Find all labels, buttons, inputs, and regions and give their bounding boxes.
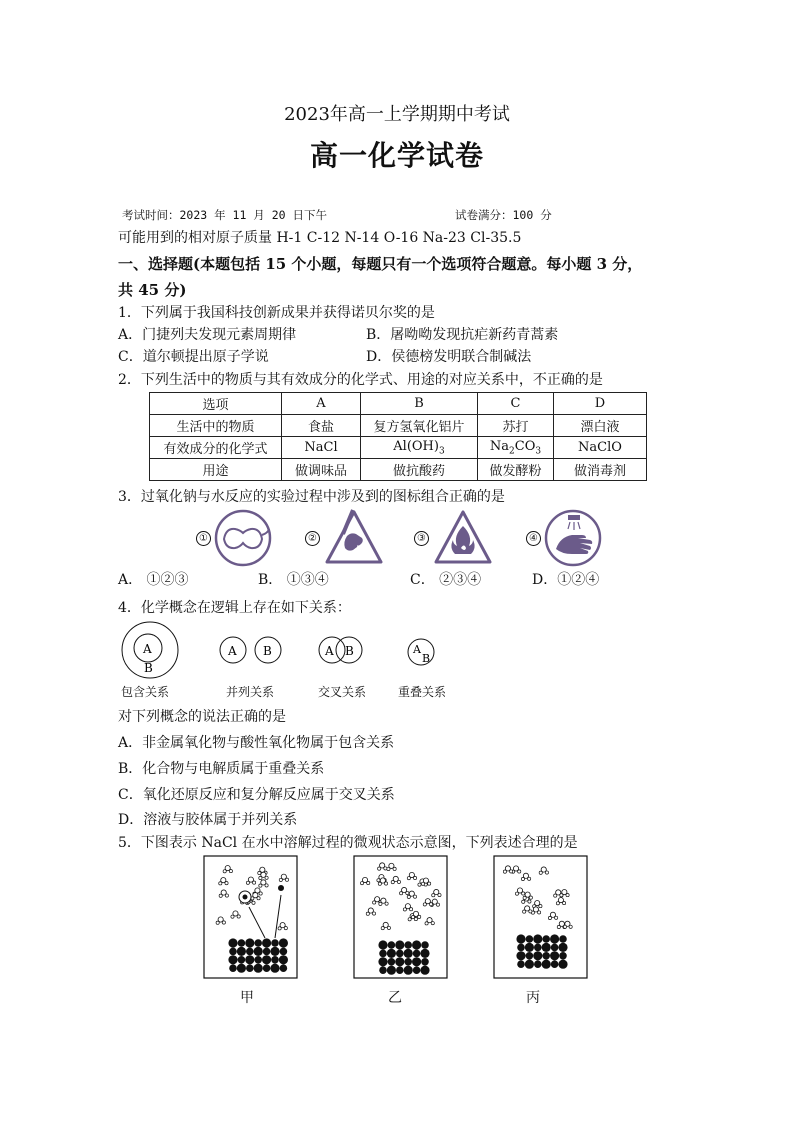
lattice-ion [245, 938, 254, 947]
water-hydrogen [259, 892, 262, 895]
water-hydrogen [403, 908, 406, 911]
lattice-ion [412, 957, 421, 966]
water-hydrogen [225, 894, 228, 897]
lattice-ion [254, 956, 262, 964]
water-hydrogen [421, 882, 424, 885]
water-hydrogen [373, 901, 376, 904]
lattice-ion [559, 952, 567, 960]
water-hydrogen [409, 908, 412, 911]
water-hydrogen [436, 903, 439, 906]
overlap-letter-a: A [413, 643, 421, 656]
water-hydrogen [366, 912, 369, 915]
water-hydrogen [237, 915, 240, 918]
goggles-icon [214, 509, 272, 567]
formula-c-part2: CO [514, 438, 536, 454]
water-hydrogen [378, 867, 381, 870]
q2-table [149, 392, 647, 481]
concept-relation-diagrams [115, 620, 475, 680]
water-hydrogen [529, 910, 532, 913]
table-cell: A [282, 393, 361, 415]
water-hydrogen [510, 870, 513, 873]
water-hydrogen [560, 894, 563, 897]
water-hydrogen [381, 927, 384, 930]
lattice-ion [404, 941, 412, 949]
water-hydrogen [378, 882, 381, 885]
lattice-ion [558, 960, 567, 969]
sharp-object-icon [323, 508, 385, 566]
water-hydrogen [556, 902, 559, 905]
lattice-ion [262, 955, 271, 964]
lattice-ion [246, 964, 254, 972]
hydrated-ion [278, 885, 284, 891]
lattice-ion [263, 948, 271, 956]
lattice-ion [228, 938, 237, 947]
water-hydrogen [246, 881, 249, 884]
water-hydrogen [522, 900, 525, 903]
water-hydrogen [425, 922, 428, 925]
lattice-ion [238, 956, 246, 964]
panel-bing-diagram [494, 856, 587, 978]
water-hydrogen [413, 876, 416, 879]
water-hydrogen [223, 870, 226, 873]
lattice-ion [387, 966, 396, 975]
paper-title: 高一化学试卷 [309, 139, 484, 172]
formula-b-sub: 3 [438, 446, 445, 457]
table-cell: D [554, 393, 647, 415]
table-row [150, 393, 647, 415]
label-parallel: 并列关系 [226, 685, 275, 699]
water-hydrogen [515, 892, 518, 895]
water-hydrogen [432, 894, 435, 897]
q3-icon-1 [196, 509, 276, 567]
lattice-ion [542, 943, 551, 952]
cross-letter-a: A [325, 644, 334, 658]
inclusion-letter-a: A [143, 642, 152, 656]
table-cell: 苏打 [478, 415, 554, 437]
icon-number: ① [196, 531, 211, 546]
arrow [275, 895, 281, 938]
flame-icon [432, 508, 494, 566]
table-cell: 有效成分的化学式 [150, 437, 282, 459]
lattice-ion [388, 941, 396, 949]
lattice-ion [526, 935, 534, 943]
water-hydrogen [411, 915, 414, 918]
q2-stem: 2．下列生活中的物质与其有效成分的化学式、用途的对应关系中，不正确的是 [118, 372, 603, 388]
lattice-ion [396, 966, 404, 974]
table-cell: C [478, 393, 554, 415]
parallel-letter-a: A [228, 644, 237, 658]
water-hydrogen [284, 927, 287, 930]
water-hydrogen [554, 894, 557, 897]
water-hydrogen [566, 894, 569, 897]
lattice-ion [379, 966, 387, 974]
lattice-ion [533, 951, 542, 960]
water-hydrogen [418, 883, 421, 886]
water-hydrogen [372, 912, 375, 915]
lattice-ion [263, 964, 271, 972]
lattice-ion [404, 958, 412, 966]
lattice-ion [280, 948, 288, 956]
water-hydrogen [418, 915, 421, 918]
table-cell: 做发酵粉 [478, 459, 554, 481]
water-hydrogen [528, 900, 531, 903]
water-hydrogen [252, 881, 255, 884]
water-hydrogen [407, 877, 410, 880]
lattice-ion [420, 966, 429, 975]
icon-number: ④ [526, 531, 541, 546]
lattice-ion [542, 935, 550, 943]
lattice-ion [280, 964, 288, 972]
lattice-ion [551, 960, 559, 968]
water-hydrogen [569, 925, 572, 928]
table-cell: 选项 [150, 393, 282, 415]
q4-option-c: C．氧化还原反应和复分解反应属于交叉关系 [118, 787, 395, 803]
q3-stem: 3．过氧化钠与水反应的实验过程中涉及到的图标组合正确的是 [118, 489, 505, 505]
table-cell: B [361, 393, 478, 415]
panel-jia-diagram [204, 856, 297, 978]
panel-label-jia: 甲 [240, 990, 254, 1006]
water-hydrogen [231, 915, 234, 918]
water-hydrogen [216, 921, 219, 924]
lattice-ion [525, 943, 534, 952]
lattice-ion [379, 950, 387, 958]
water-hydrogen [278, 927, 281, 930]
water-hydrogen [252, 901, 255, 904]
lattice-ion [404, 949, 413, 958]
table-cell: 用途 [150, 459, 282, 481]
q3-option-c: C． ②③④ [410, 572, 482, 588]
water-hydrogen [265, 876, 268, 879]
q3-option-b: B． ①③④ [258, 572, 329, 588]
lattice-ion [254, 947, 263, 956]
lattice-ion [558, 943, 567, 952]
lattice-ion [412, 940, 421, 949]
water-hydrogen [279, 878, 282, 881]
q3-option-a: A． ①②③ [118, 572, 189, 588]
water-hydrogen [414, 918, 417, 921]
formula-c [478, 437, 554, 459]
lattice-ion [279, 955, 288, 964]
exam-title: 2023年高一上学期期中考试 [284, 104, 510, 125]
table-cell: 生活中的物质 [150, 415, 282, 437]
water-hydrogen [529, 896, 532, 899]
lattice-ion [542, 960, 551, 969]
lattice-ion [228, 955, 237, 964]
lattice-ion [270, 947, 279, 956]
formula-a: NaCl [282, 437, 361, 459]
lattice-ion [378, 940, 387, 949]
lattice-ion [387, 949, 396, 958]
hydrated-ion-core [243, 895, 248, 900]
water-hydrogen [518, 870, 521, 873]
overlap-circle [408, 639, 434, 665]
lattice-ion [229, 948, 237, 956]
water-hydrogen [229, 870, 232, 873]
lattice-ion [550, 934, 559, 943]
water-hydrogen [391, 881, 394, 884]
lattice-ion [534, 944, 542, 952]
water-hydrogen [523, 896, 526, 899]
q4-stem: 4．化学概念在逻辑上存在如下关系： [118, 600, 351, 616]
q1-stem: 1．下列属于我国科技创新成果并获得诺贝尔奖的是 [118, 305, 435, 321]
lattice-ion [262, 938, 271, 947]
water-hydrogen [397, 880, 400, 883]
q5-stem: 5．下图表示 NaCl 在水中溶解过程的微观状态示意图，下列表述合理的是 [118, 835, 578, 851]
icon-number: ② [305, 531, 320, 546]
formula-c-sub1: 2 [509, 446, 515, 457]
water-hydrogen [548, 916, 551, 919]
water-hydrogen [539, 905, 542, 908]
q1-option-d: D．侯德榜发明联合制碱法 [366, 349, 532, 365]
water-hydrogen [406, 891, 409, 894]
lattice-ion [420, 949, 429, 958]
lattice-ion [271, 956, 279, 964]
lattice-ion [516, 951, 525, 960]
lattice-ion [533, 934, 542, 943]
water-hydrogen [259, 876, 262, 879]
lattice-ion [395, 940, 404, 949]
parallel-letter-b: B [263, 644, 272, 658]
water-hydrogen [429, 903, 432, 906]
q4-prompt: 对下列概念的说法正确的是 [118, 709, 286, 725]
lattice-ion [517, 960, 525, 968]
water-hydrogen [265, 884, 268, 887]
icon-number: ③ [414, 531, 429, 546]
water-hydrogen [387, 867, 390, 870]
q3-icon-2 [305, 508, 385, 568]
table-row [150, 459, 647, 481]
table-row [150, 437, 647, 459]
table-cell: 做消毒剂 [554, 459, 647, 481]
lattice-ion [378, 957, 387, 966]
water-hydrogen [528, 877, 531, 880]
water-hydrogen [521, 877, 524, 880]
lattice-ion [551, 944, 559, 952]
water-hydrogen [408, 918, 411, 921]
lattice-ion [542, 952, 550, 960]
water-hydrogen [258, 871, 261, 874]
water-hydrogen [407, 895, 410, 898]
lattice-ion [534, 960, 542, 968]
lattice-ion [388, 958, 396, 966]
wash-hands-icon [544, 509, 602, 567]
atomic-masses: 可能用到的相对原子质量 H-1 C-12 N-14 O-16 Na-23 Cl-35.5 [118, 230, 522, 246]
water-hydrogen [219, 894, 222, 897]
lattice-ion [517, 944, 525, 952]
water-hydrogen [423, 903, 426, 906]
q1-option-c: C．道尔顿提出原子学说 [118, 349, 269, 365]
panel-yi-diagram [354, 856, 447, 978]
water-hydrogen [367, 881, 370, 884]
lattice-ion [270, 964, 279, 973]
lattice-ion [525, 960, 534, 969]
water-hydrogen [257, 897, 260, 900]
section-heading-line2: 共 45 分) [118, 281, 187, 299]
water-hydrogen [522, 892, 525, 895]
lattice-ion [421, 941, 429, 949]
table-cell: 食盐 [282, 415, 361, 437]
q1-option-a: A．门捷列夫发现元素周期律 [118, 327, 297, 343]
table-cell: 做抗酸药 [361, 459, 478, 481]
panel-label-bing: 丙 [526, 990, 540, 1006]
lattice-ion [559, 935, 567, 943]
water-hydrogen [225, 882, 228, 885]
water-hydrogen [537, 911, 540, 914]
q4-option-a: A．非金属氧化物与酸性氧化物属于包含关系 [118, 735, 395, 751]
table-cell: 复方氢氧化铝片 [361, 415, 478, 437]
q1-option-b: B．屠呦呦发现抗疟新药青蒿素 [366, 327, 559, 343]
lattice-ion [421, 958, 429, 966]
label-cross: 交叉关系 [318, 685, 367, 699]
water-hydrogen [219, 882, 222, 885]
panel-label-yi: 乙 [388, 990, 402, 1006]
lattice-ion [279, 938, 288, 947]
water-hydrogen [503, 870, 506, 873]
lattice-ion [238, 939, 246, 947]
lattice-ion [526, 952, 534, 960]
water-hydrogen [379, 902, 382, 905]
formula-d: NaClO [554, 437, 647, 459]
lattice-ion [254, 939, 262, 947]
water-hydrogen [557, 925, 560, 928]
q4-option-b: B．化合物与电解质属于重叠关系 [118, 761, 325, 777]
dissolution-diagrams [203, 855, 593, 981]
water-hydrogen [222, 921, 225, 924]
water-hydrogen [385, 902, 388, 905]
water-hydrogen [400, 892, 403, 895]
lattice-ion [396, 950, 404, 958]
inclusion-letter-b: B [144, 661, 153, 675]
water-hydrogen [562, 901, 565, 904]
table-cell: 漂白液 [554, 415, 647, 437]
cross-letter-b: B [345, 644, 354, 658]
q3-icon-3 [414, 508, 494, 568]
water-hydrogen [360, 882, 363, 885]
full-score: 试卷满分：100 分 [455, 208, 552, 222]
exam-time: 考试时间：2023 年 11 月 20 日下午 [122, 208, 328, 222]
water-hydrogen [393, 867, 396, 870]
formula-b-main: Al(OH) [393, 438, 439, 454]
lattice-ion [271, 939, 279, 947]
water-hydrogen [539, 871, 542, 874]
water-hydrogen [384, 882, 387, 885]
lattice-ion [245, 955, 254, 964]
water-hydrogen [428, 882, 431, 885]
lattice-ion [413, 950, 421, 958]
water-hydrogen [384, 867, 387, 870]
q3-option-d: D．①②④ [532, 572, 600, 588]
lattice-ion [229, 964, 237, 972]
water-hydrogen [555, 916, 558, 919]
water-hydrogen [523, 910, 526, 913]
q3-icon-4 [526, 509, 606, 567]
label-overlap: 重叠关系 [398, 685, 447, 699]
q4-option-d: D．溶液与胶体属于并列关系 [118, 812, 298, 828]
formula-b [361, 437, 478, 459]
water-hydrogen [413, 895, 416, 898]
formula-c-sub2: 3 [535, 446, 542, 457]
section-heading-line1: 一、选择题(本题包括 15 个小题，每题只有一个选项符合题意。每小题 3 分， [118, 255, 643, 273]
lattice-ion [550, 951, 559, 960]
water-hydrogen [563, 925, 566, 928]
water-hydrogen [431, 922, 434, 925]
water-hydrogen [285, 878, 288, 881]
lattice-ion [404, 966, 413, 975]
water-hydrogen [438, 893, 441, 896]
formula-c-part1: Na [489, 438, 510, 454]
lattice-ion [395, 957, 404, 966]
lattice-ion [237, 947, 246, 956]
arrow [249, 907, 265, 938]
table-row [150, 415, 647, 437]
lattice-ion [246, 948, 254, 956]
table-cell: 做调味品 [282, 459, 361, 481]
lattice-ion [413, 966, 421, 974]
overlap-letter-b: B [422, 652, 431, 665]
water-hydrogen [387, 926, 390, 929]
water-hydrogen [545, 871, 548, 874]
lattice-ion [254, 964, 263, 973]
lattice-ion [516, 934, 525, 943]
lattice-ion [237, 964, 246, 973]
water-hydrogen [377, 879, 380, 882]
label-inclusion: 包含关系 [121, 685, 170, 699]
water-hydrogen [259, 884, 262, 887]
